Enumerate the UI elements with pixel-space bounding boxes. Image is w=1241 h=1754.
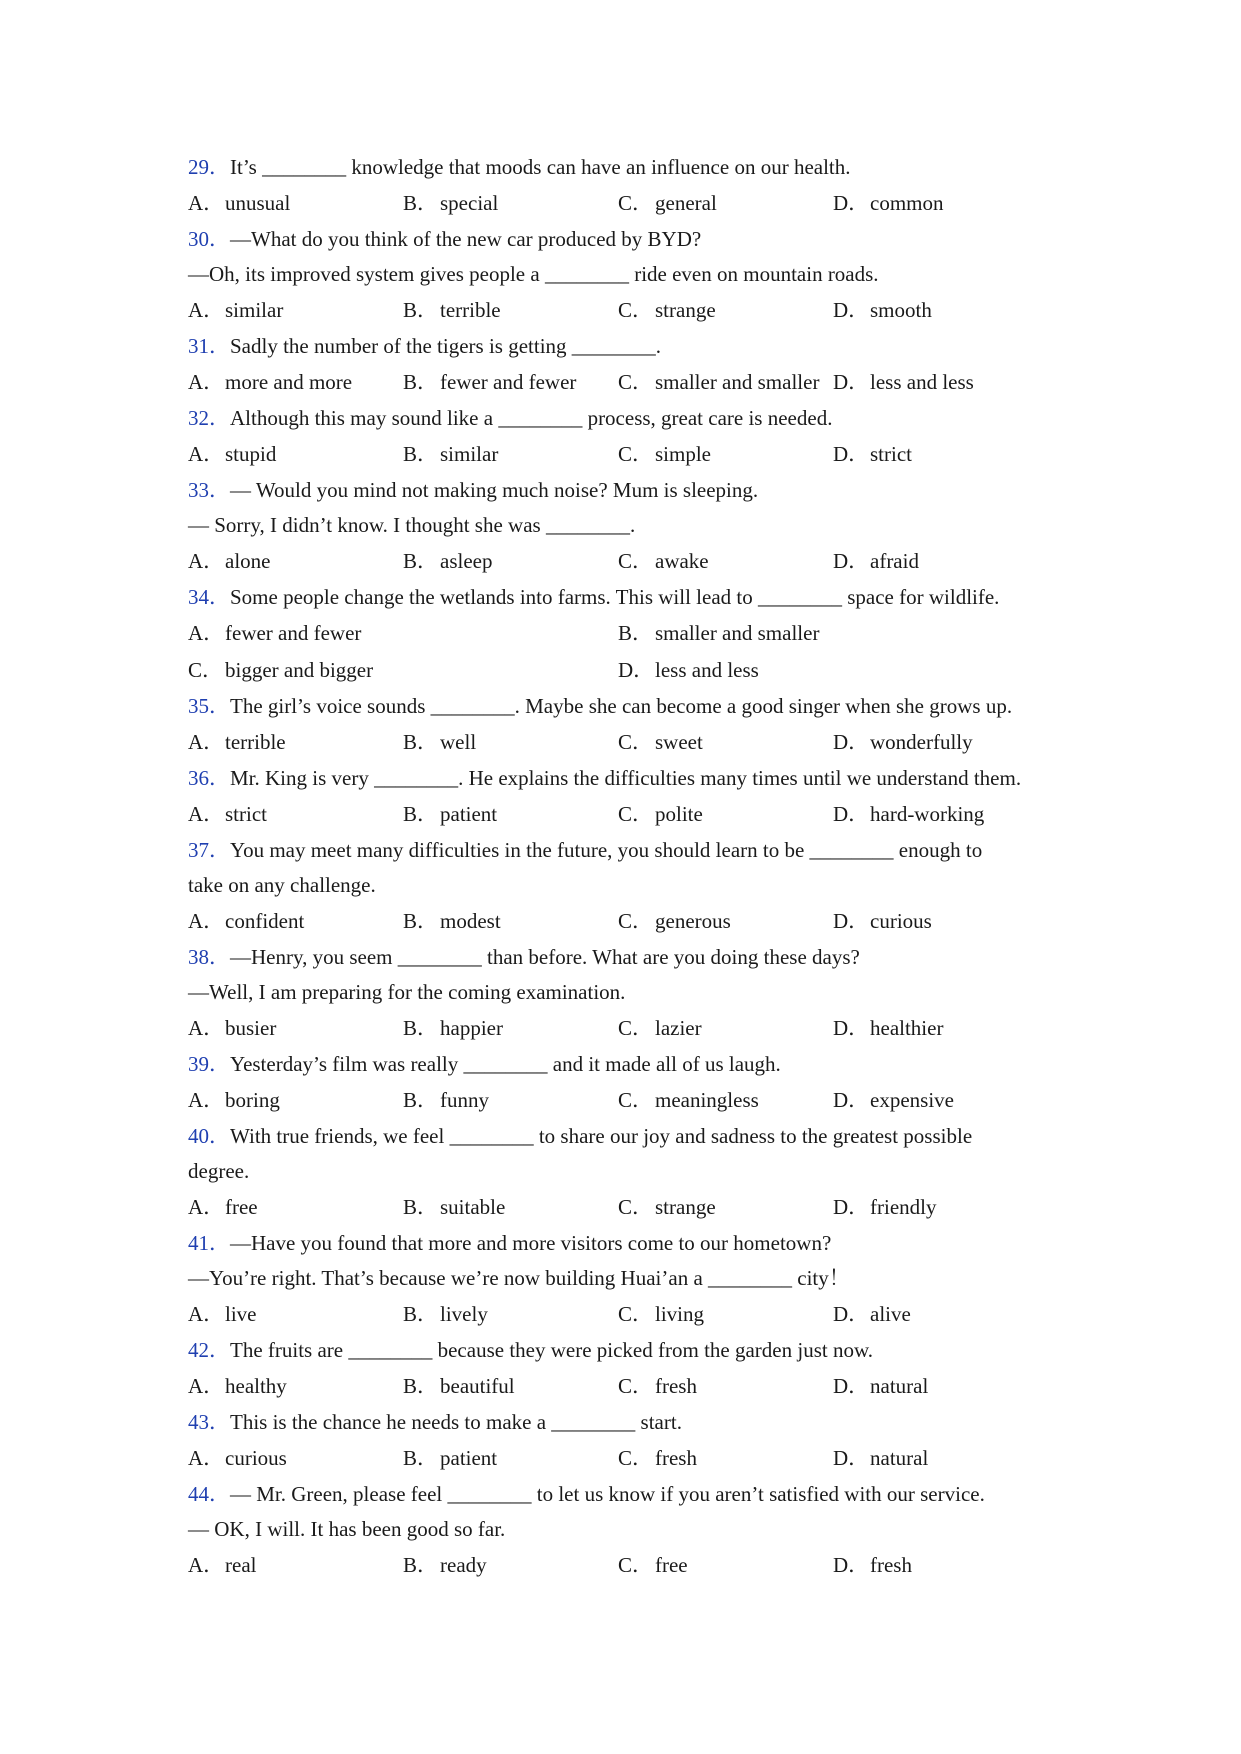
answer-option[interactable] xyxy=(403,364,576,401)
answer-option[interactable] xyxy=(188,1296,257,1333)
option-letter: D． xyxy=(833,191,870,215)
options-row xyxy=(188,1440,1088,1477)
option-letter: D． xyxy=(833,1446,870,1470)
question-stem xyxy=(188,580,1088,615)
option-letter: A． xyxy=(188,1088,225,1112)
answer-option[interactable] xyxy=(188,796,267,833)
option-text: afraid xyxy=(870,549,919,573)
answer-option[interactable] xyxy=(403,1010,503,1047)
answer-option[interactable] xyxy=(403,292,501,329)
answer-option[interactable] xyxy=(833,1010,943,1047)
question-stem xyxy=(188,1119,1088,1154)
question-stem-continued xyxy=(188,1261,1088,1296)
option-letter: B． xyxy=(403,298,439,322)
question-number: 40． xyxy=(188,1124,230,1148)
options-row xyxy=(188,724,1088,761)
option-letter: C． xyxy=(618,1446,654,1470)
question-list xyxy=(188,150,1088,1584)
option-text: sweet xyxy=(655,730,703,754)
option-letter: B． xyxy=(403,1195,439,1219)
question-stem xyxy=(188,1047,1088,1082)
answer-option[interactable] xyxy=(403,1547,487,1584)
question-text: take on any challenge. xyxy=(188,873,376,897)
options-row xyxy=(188,903,1088,940)
question-item xyxy=(188,1333,1088,1405)
question-stem xyxy=(188,833,1088,868)
question-stem-continued xyxy=(188,975,1088,1010)
question-stem xyxy=(188,150,1088,185)
option-letter: C． xyxy=(188,658,224,682)
question-text: —What do you think of the new car produced by BYD? xyxy=(230,227,702,251)
question-stem-continued xyxy=(188,868,1088,903)
option-letter: D． xyxy=(833,1088,870,1112)
option-letter: A． xyxy=(188,442,225,466)
option-letter: C． xyxy=(618,730,654,754)
question-item xyxy=(188,222,1088,329)
answer-option[interactable] xyxy=(403,436,498,473)
option-letter: B． xyxy=(403,909,439,933)
option-letter: D． xyxy=(833,549,870,573)
option-text: free xyxy=(655,1553,688,1577)
option-text: friendly xyxy=(870,1195,937,1219)
option-letter: B． xyxy=(403,191,439,215)
question-number: 38． xyxy=(188,945,230,969)
question-stem xyxy=(188,1405,1088,1440)
question-number: 42． xyxy=(188,1338,230,1362)
answer-option[interactable] xyxy=(618,903,731,940)
option-text: generous xyxy=(655,909,731,933)
answer-option[interactable] xyxy=(618,364,819,401)
answer-option[interactable] xyxy=(188,543,270,580)
option-letter: B． xyxy=(403,442,439,466)
answer-option[interactable] xyxy=(403,796,497,833)
option-text: ready xyxy=(440,1553,487,1577)
answer-option[interactable] xyxy=(188,652,373,689)
option-letter: C． xyxy=(618,1553,654,1577)
answer-option[interactable] xyxy=(833,292,932,329)
option-text: strict xyxy=(870,442,912,466)
option-letter: C． xyxy=(618,191,654,215)
question-text: —Well, I am preparing for the coming examination. xyxy=(188,980,626,1004)
options-row xyxy=(188,292,1088,329)
option-text: bigger and bigger xyxy=(225,658,374,682)
option-letter: C． xyxy=(618,1088,654,1112)
question-item xyxy=(188,1119,1088,1226)
option-letter: C． xyxy=(618,442,654,466)
option-text: patient xyxy=(440,802,498,826)
option-text: hard-working xyxy=(870,802,985,826)
option-text: meaningless xyxy=(655,1088,759,1112)
option-text: suitable xyxy=(440,1195,506,1219)
question-text: —Henry, you seem ________ than before. What are you doing these days? xyxy=(230,945,860,969)
question-text: It’s ________ knowledge that moods can have an influence on our health. xyxy=(230,155,851,179)
option-text: smaller and smaller xyxy=(655,621,820,645)
option-text: awake xyxy=(655,549,709,573)
option-letter: D． xyxy=(833,442,870,466)
options-row xyxy=(188,1189,1088,1226)
answer-option[interactable] xyxy=(403,543,492,580)
answer-option[interactable] xyxy=(618,724,703,761)
option-text: common xyxy=(870,191,944,215)
question-item xyxy=(188,1405,1088,1477)
answer-option[interactable] xyxy=(833,796,984,833)
question-text: Sadly the number of the tigers is getting ________. xyxy=(230,334,662,358)
option-text: asleep xyxy=(440,549,493,573)
option-letter: B． xyxy=(403,802,439,826)
option-letter: A． xyxy=(188,370,225,394)
option-letter: B． xyxy=(403,370,439,394)
answer-option[interactable] xyxy=(833,1082,954,1119)
option-letter: A． xyxy=(188,730,225,754)
option-text: living xyxy=(655,1302,705,1326)
question-stem xyxy=(188,401,1088,436)
option-letter: C． xyxy=(618,802,654,826)
option-text: terrible xyxy=(225,730,286,754)
option-text: alone xyxy=(225,549,271,573)
question-number: 43． xyxy=(188,1410,230,1434)
option-text: wonderfully xyxy=(870,730,973,754)
option-letter: C． xyxy=(618,298,654,322)
question-text: You may meet many difficulties in the future, you should learn to be ________ enough to xyxy=(230,838,983,862)
answer-option[interactable] xyxy=(833,436,912,473)
option-letter: A． xyxy=(188,621,225,645)
answer-option[interactable] xyxy=(618,652,759,689)
option-letter: D． xyxy=(833,298,870,322)
option-text: free xyxy=(225,1195,258,1219)
answer-option[interactable] xyxy=(618,1440,697,1477)
question-stem xyxy=(188,329,1088,364)
answer-option[interactable] xyxy=(188,1082,280,1119)
question-stem xyxy=(188,1477,1088,1512)
answer-option[interactable] xyxy=(403,1189,505,1226)
option-text: healthy xyxy=(225,1374,287,1398)
options-row xyxy=(188,185,1088,222)
option-text: polite xyxy=(655,802,703,826)
option-text: lazier xyxy=(655,1016,702,1040)
option-text: alive xyxy=(870,1302,911,1326)
answer-option[interactable] xyxy=(403,1368,515,1405)
options-row xyxy=(188,1082,1088,1119)
options-row xyxy=(188,1547,1088,1584)
answer-option[interactable] xyxy=(618,615,819,652)
answer-option[interactable] xyxy=(618,1082,759,1119)
option-letter: B． xyxy=(403,1016,439,1040)
option-text: smooth xyxy=(870,298,932,322)
option-letter: B． xyxy=(403,1302,439,1326)
question-text: — Mr. Green, please feel ________ to let us know if you aren’t satisfied with our service. xyxy=(230,1482,985,1506)
option-text: healthier xyxy=(870,1016,944,1040)
option-text: similar xyxy=(225,298,284,322)
question-stem xyxy=(188,761,1088,796)
question-text: —You’re right. That’s because we’re now building Huai’an a ________ city！ xyxy=(188,1266,850,1290)
answer-option[interactable] xyxy=(833,1368,928,1405)
option-letter: D． xyxy=(833,1195,870,1219)
question-stem-continued xyxy=(188,1154,1088,1189)
option-letter: C． xyxy=(618,1016,654,1040)
answer-option[interactable] xyxy=(618,292,716,329)
question-number: 35． xyxy=(188,694,230,718)
question-text: Although this may sound like a ________ process, great care is needed. xyxy=(230,406,833,430)
options-row xyxy=(188,364,1088,401)
option-letter: A． xyxy=(188,298,225,322)
answer-option[interactable] xyxy=(403,1440,497,1477)
question-stem-continued xyxy=(188,257,1088,292)
option-letter: C． xyxy=(618,370,654,394)
option-letter: D． xyxy=(833,1374,870,1398)
question-text: — Sorry, I didn’t know. I thought she was ________. xyxy=(188,513,636,537)
answer-option[interactable] xyxy=(188,185,290,222)
option-text: funny xyxy=(440,1088,489,1112)
question-item xyxy=(188,1226,1088,1333)
option-letter: D． xyxy=(618,658,655,682)
option-letter: A． xyxy=(188,1302,225,1326)
option-letter: B． xyxy=(403,1088,439,1112)
option-letter: B． xyxy=(403,1446,439,1470)
answer-option[interactable] xyxy=(833,1189,936,1226)
option-text: happier xyxy=(440,1016,503,1040)
answer-option[interactable] xyxy=(618,543,709,580)
question-text: — Would you mind not making much noise? Mum is sleeping. xyxy=(230,478,759,502)
answer-option[interactable] xyxy=(403,903,501,940)
question-number: 31． xyxy=(188,334,230,358)
question-stem xyxy=(188,940,1088,975)
option-text: fresh xyxy=(655,1374,697,1398)
option-letter: D． xyxy=(833,730,870,754)
option-text: terrible xyxy=(440,298,501,322)
option-letter: A． xyxy=(188,191,225,215)
option-text: confident xyxy=(225,909,305,933)
question-item xyxy=(188,833,1088,940)
option-letter: D． xyxy=(833,802,870,826)
option-letter: A． xyxy=(188,802,225,826)
options-row xyxy=(188,652,1088,689)
answer-option[interactable] xyxy=(833,1296,911,1333)
option-text: expensive xyxy=(870,1088,954,1112)
option-text: live xyxy=(225,1302,257,1326)
options-row xyxy=(188,1010,1088,1047)
answer-option[interactable] xyxy=(618,1189,716,1226)
question-text: This is the chance he needs to make a ________ start. xyxy=(230,1410,682,1434)
question-stem-continued xyxy=(188,1512,1088,1547)
question-number: 32． xyxy=(188,406,230,430)
options-row xyxy=(188,1368,1088,1405)
option-letter: A． xyxy=(188,1016,225,1040)
question-text: — OK, I will. It has been good so far. xyxy=(188,1517,506,1541)
option-letter: D． xyxy=(833,1016,870,1040)
answer-option[interactable] xyxy=(833,724,973,761)
question-item xyxy=(188,150,1088,222)
option-letter: C． xyxy=(618,909,654,933)
answer-option[interactable] xyxy=(188,436,276,473)
answer-option[interactable] xyxy=(618,1547,688,1584)
option-text: fewer and fewer xyxy=(225,621,362,645)
question-number: 41． xyxy=(188,1231,230,1255)
answer-option[interactable] xyxy=(403,724,476,761)
question-item xyxy=(188,940,1088,1047)
option-text: patient xyxy=(440,1446,498,1470)
options-row xyxy=(188,796,1088,833)
option-text: busier xyxy=(225,1016,277,1040)
answer-option[interactable] xyxy=(618,436,711,473)
option-text: smaller and smaller xyxy=(655,370,820,394)
option-text: well xyxy=(440,730,477,754)
question-stem-continued xyxy=(188,508,1088,543)
option-text: fresh xyxy=(870,1553,912,1577)
answer-option[interactable] xyxy=(833,543,919,580)
answer-option[interactable] xyxy=(618,1368,697,1405)
answer-option[interactable] xyxy=(188,903,304,940)
answer-option[interactable] xyxy=(188,615,361,652)
option-text: curious xyxy=(870,909,932,933)
options-row xyxy=(188,1296,1088,1333)
question-number: 29． xyxy=(188,155,230,179)
option-text: real xyxy=(225,1553,257,1577)
answer-option[interactable] xyxy=(188,1010,276,1047)
option-letter: B． xyxy=(403,1553,439,1577)
option-letter: D． xyxy=(833,370,870,394)
question-item xyxy=(188,473,1088,580)
option-text: unusual xyxy=(225,191,291,215)
question-number: 36． xyxy=(188,766,230,790)
question-text: Some people change the wetlands into farms. This will lead to ________ space for wildlife. xyxy=(230,585,1000,609)
question-stem xyxy=(188,473,1088,508)
option-letter: D． xyxy=(833,909,870,933)
question-text: —Oh, its improved system gives people a ________ ride even on mountain roads. xyxy=(188,262,879,286)
question-item xyxy=(188,401,1088,473)
question-number: 34． xyxy=(188,585,230,609)
option-text: similar xyxy=(440,442,499,466)
question-item xyxy=(188,1477,1088,1584)
options-row xyxy=(188,543,1088,580)
answer-option[interactable] xyxy=(833,1547,912,1584)
option-text: fresh xyxy=(655,1446,697,1470)
option-letter: A． xyxy=(188,1195,225,1219)
answer-option[interactable] xyxy=(833,364,974,401)
question-stem xyxy=(188,689,1088,724)
question-number: 33． xyxy=(188,478,230,502)
answer-option[interactable] xyxy=(188,1440,287,1477)
option-text: fewer and fewer xyxy=(440,370,577,394)
answer-option[interactable] xyxy=(833,903,932,940)
option-letter: B． xyxy=(403,730,439,754)
option-text: natural xyxy=(870,1374,929,1398)
option-text: special xyxy=(440,191,499,215)
answer-option[interactable] xyxy=(403,1296,488,1333)
option-text: curious xyxy=(225,1446,287,1470)
option-text: strange xyxy=(655,1195,716,1219)
question-number: 44． xyxy=(188,1482,230,1506)
options-row xyxy=(188,436,1088,473)
option-letter: D． xyxy=(833,1302,870,1326)
answer-option[interactable] xyxy=(188,1189,258,1226)
option-text: more and more xyxy=(225,370,353,394)
question-stem xyxy=(188,1226,1088,1261)
answer-option[interactable] xyxy=(618,1296,704,1333)
option-letter: C． xyxy=(618,1374,654,1398)
option-letter: C． xyxy=(618,1302,654,1326)
option-letter: B． xyxy=(403,1374,439,1398)
question-text: Mr. King is very ________. He explains the difficulties many times until we understand them. xyxy=(230,766,1022,790)
answer-option[interactable] xyxy=(618,185,717,222)
option-text: stupid xyxy=(225,442,277,466)
question-text: With true friends, we feel ________ to share our joy and sadness to the greatest possible xyxy=(230,1124,973,1148)
question-item xyxy=(188,1047,1088,1119)
option-text: boring xyxy=(225,1088,280,1112)
answer-option[interactable] xyxy=(188,724,286,761)
option-text: less and less xyxy=(870,370,974,394)
answer-option[interactable] xyxy=(188,364,352,401)
answer-option[interactable] xyxy=(833,185,944,222)
option-letter: C． xyxy=(618,549,654,573)
option-letter: B． xyxy=(618,621,654,645)
answer-option[interactable] xyxy=(833,1440,928,1477)
option-letter: D． xyxy=(833,1553,870,1577)
option-letter: B． xyxy=(403,549,439,573)
option-text: simple xyxy=(655,442,711,466)
question-text: Yesterday’s film was really ________ and it made all of us laugh. xyxy=(230,1052,781,1076)
question-text: degree. xyxy=(188,1159,250,1183)
option-letter: A． xyxy=(188,1446,225,1470)
option-letter: A． xyxy=(188,549,225,573)
answer-option[interactable] xyxy=(618,1010,702,1047)
question-number: 37． xyxy=(188,838,230,862)
options-row xyxy=(188,615,1088,652)
answer-option[interactable] xyxy=(403,185,498,222)
option-letter: A． xyxy=(188,909,225,933)
question-number: 39． xyxy=(188,1052,230,1076)
option-text: general xyxy=(655,191,717,215)
question-stem xyxy=(188,222,1088,257)
option-text: beautiful xyxy=(440,1374,515,1398)
answer-option[interactable] xyxy=(188,1547,256,1584)
option-letter: A． xyxy=(188,1374,225,1398)
question-item xyxy=(188,761,1088,833)
question-item xyxy=(188,329,1088,401)
question-text: The fruits are ________ because they were picked from the garden just now. xyxy=(230,1338,874,1362)
answer-option[interactable] xyxy=(618,796,703,833)
question-text: The girl’s voice sounds ________. Maybe she can become a good singer when she grows up. xyxy=(230,694,1013,718)
answer-option[interactable] xyxy=(188,1368,287,1405)
answer-option[interactable] xyxy=(188,292,283,329)
question-number: 30． xyxy=(188,227,230,251)
option-text: modest xyxy=(440,909,501,933)
option-text: strange xyxy=(655,298,716,322)
question-stem xyxy=(188,1333,1088,1368)
option-letter: C． xyxy=(618,1195,654,1219)
answer-option[interactable] xyxy=(403,1082,489,1119)
option-text: less and less xyxy=(655,658,759,682)
option-text: lively xyxy=(440,1302,488,1326)
option-text: natural xyxy=(870,1446,929,1470)
option-text: strict xyxy=(225,802,267,826)
question-item xyxy=(188,689,1088,761)
question-item xyxy=(188,580,1088,689)
option-letter: A． xyxy=(188,1553,225,1577)
question-text: —Have you found that more and more visitors come to our hometown? xyxy=(230,1231,832,1255)
